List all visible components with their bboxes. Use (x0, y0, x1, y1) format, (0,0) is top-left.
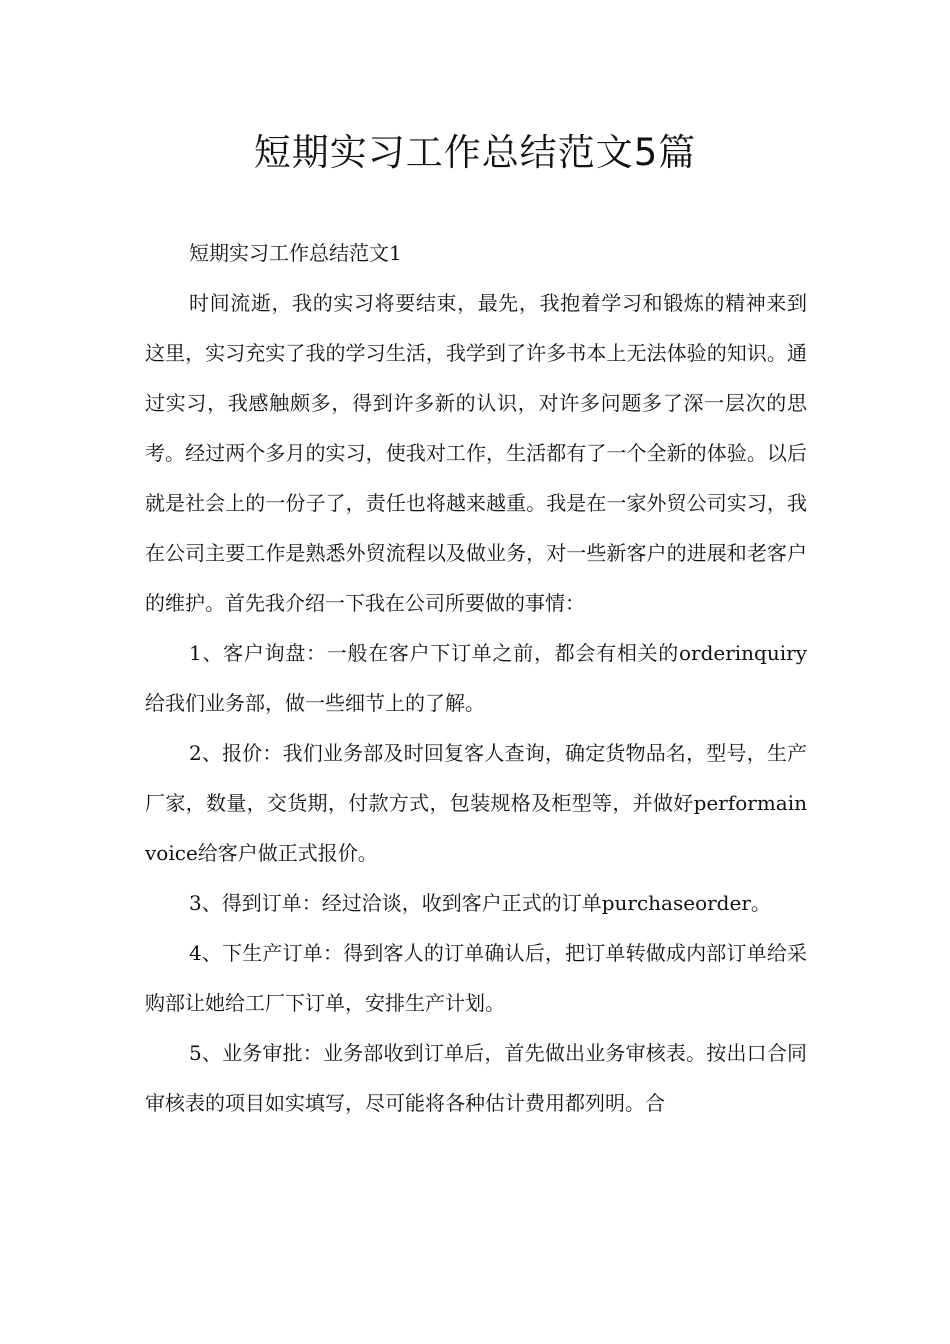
paragraph-item-3: 3、得到订单：经过洽谈，收到客户正式的订单purchaseorder。 (189, 891, 771, 915)
paragraph-item-2: 2、报价：我们业务部及时回复客人查询，确定货物品名，型号，生产厂家，数量，交货期，付款方式，包装规格及柜型等，并做好performainvoice给客户做正式报价。 (145, 741, 807, 865)
paragraph-item-4: 4、下生产订单：得到客人的订单确认后，把订单转做成内部订单给采购部让她给工厂下订单，安排生产计划。 (145, 941, 807, 1015)
document-title: 短期实习工作总结范文5篇 (253, 131, 697, 174)
paragraph-item-5: 5、业务审批：业务部收到订单后，首先做出业务审核表。按出口合同审核表的项目如实填写，尽可能将各种估计费用都列明。合 (145, 1041, 807, 1115)
section-heading: 短期实习工作总结范文1 (189, 241, 402, 265)
paragraph-item-1: 1、客户询盘：一般在客户下订单之前，都会有相关的orderinquiry给我们业务部，做一些细节上的了解。 (145, 641, 807, 715)
paragraph-intro: 时间流逝，我的实习将要结束，最先，我抱着学习和锻炼的精神来到这里，实习充实了我的学习生活，我学到了许多书本上无法体验的知识。通过实习，我感触颇多，得到许多新的认识，对许多问题多了深一层次的思考。经过两个多月的实习，使我对工作，生活都有了一个全新的体验。以后就是社会上的一份子了，责任也将越来越重。我是在一家外贸公司实习，我在公司主要工作是熟悉外贸流程以及做业务，对一些新客户的进展和老客户的维护。首先我介绍一下我在公司所要做的事情： (145, 291, 807, 615)
document-body (145, 228, 807, 1128)
